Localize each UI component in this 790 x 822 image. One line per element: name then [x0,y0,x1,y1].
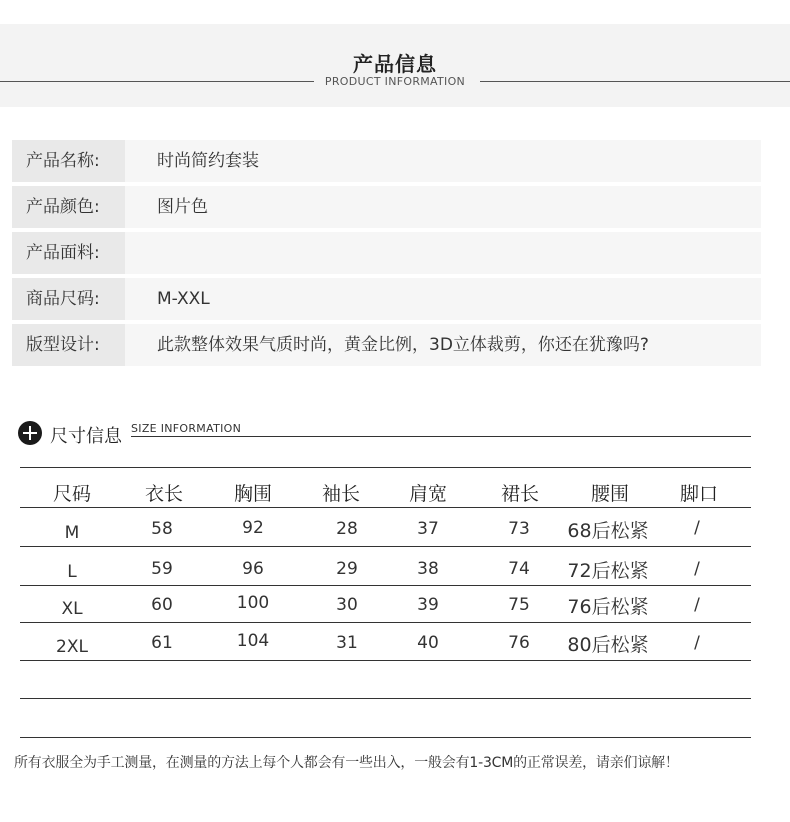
column-header: 袖长 [321,483,360,505]
table-cell: / [694,633,700,653]
table-rule [20,698,751,699]
table-cell: 80后松紧 [567,634,649,656]
size-section-title: 尺寸信息 [50,426,122,447]
table-rule [20,546,751,547]
info-value: 图片色 [125,186,761,228]
table-cell: 100 [236,593,270,613]
table-cell: 76 [508,633,530,653]
info-label: 商品尺码: [12,278,125,320]
info-row-fabric [12,232,761,274]
table-cell: 61 [151,633,173,653]
table-cell: 30 [336,595,358,615]
size-section-subtitle: SIZE INFORMATION [131,422,242,435]
table-cell: 104 [236,631,270,651]
column-header: 腰围 [590,483,629,505]
table-cell: 39 [417,595,439,615]
info-label: 产品面料: [12,232,125,274]
table-cell: 28 [336,519,358,539]
table-cell: 92 [242,518,264,538]
table-cell: XL [61,599,83,619]
table-cell: M [64,523,80,543]
table-rule [20,622,751,623]
info-value: M-XXL [125,278,761,320]
table-cell: 60 [151,595,173,615]
plus-circle-icon [18,421,42,445]
table-cell: 68后松紧 [567,520,649,542]
info-label: 版型设计: [12,324,125,366]
info-row-color [12,186,761,228]
info-label: 产品名称: [12,140,125,182]
info-value [125,232,761,274]
column-header: 脚口 [679,483,718,505]
column-header: 裙长 [500,483,539,505]
info-value: 此款整体效果气质时尚，黄金比例，3D立体裁剪，你还在犹豫吗? [125,324,761,366]
info-row-size [12,278,761,320]
table-cell: 73 [508,519,530,539]
info-row-name [12,140,761,182]
table-cell: 59 [151,559,173,579]
table-rule [20,585,751,586]
size-section-divider [131,436,751,437]
table-cell: / [694,559,700,579]
table-cell: 76后松紧 [567,596,649,618]
table-cell: 40 [417,633,439,653]
column-header: 尺码 [52,483,91,505]
table-cell: 37 [417,519,439,539]
info-value: 时尚简约套装 [125,140,761,182]
table-rule [20,507,751,508]
table-rule [20,467,751,468]
table-cell: 29 [336,559,358,579]
table-cell: 96 [242,559,264,579]
table-cell: 2XL [56,637,88,657]
table-cell: 75 [508,595,530,615]
table-cell: / [694,595,700,615]
table-cell: 74 [508,559,530,579]
table-cell: 58 [151,519,173,539]
table-cell: / [694,518,700,538]
table-cell: 38 [417,559,439,579]
page-subtitle: PRODUCT INFORMATION [324,75,466,88]
column-header: 胸围 [233,483,272,505]
page-title: 产品信息 [353,52,437,76]
column-header: 衣长 [144,483,183,505]
table-rule [20,660,751,661]
info-row-design [12,324,761,366]
column-header: 肩宽 [408,483,447,505]
table-cell: 72后松紧 [567,560,649,582]
table-cell: L [67,562,77,582]
measurement-note: 所有衣服全为手工测量，在测量的方法上每个人都会有一些出入，一般会有1-3CM的正常误差，请亲们谅解！ [14,755,679,771]
info-label: 产品颜色: [12,186,125,228]
table-rule [20,737,751,738]
table-cell: 31 [336,633,358,653]
